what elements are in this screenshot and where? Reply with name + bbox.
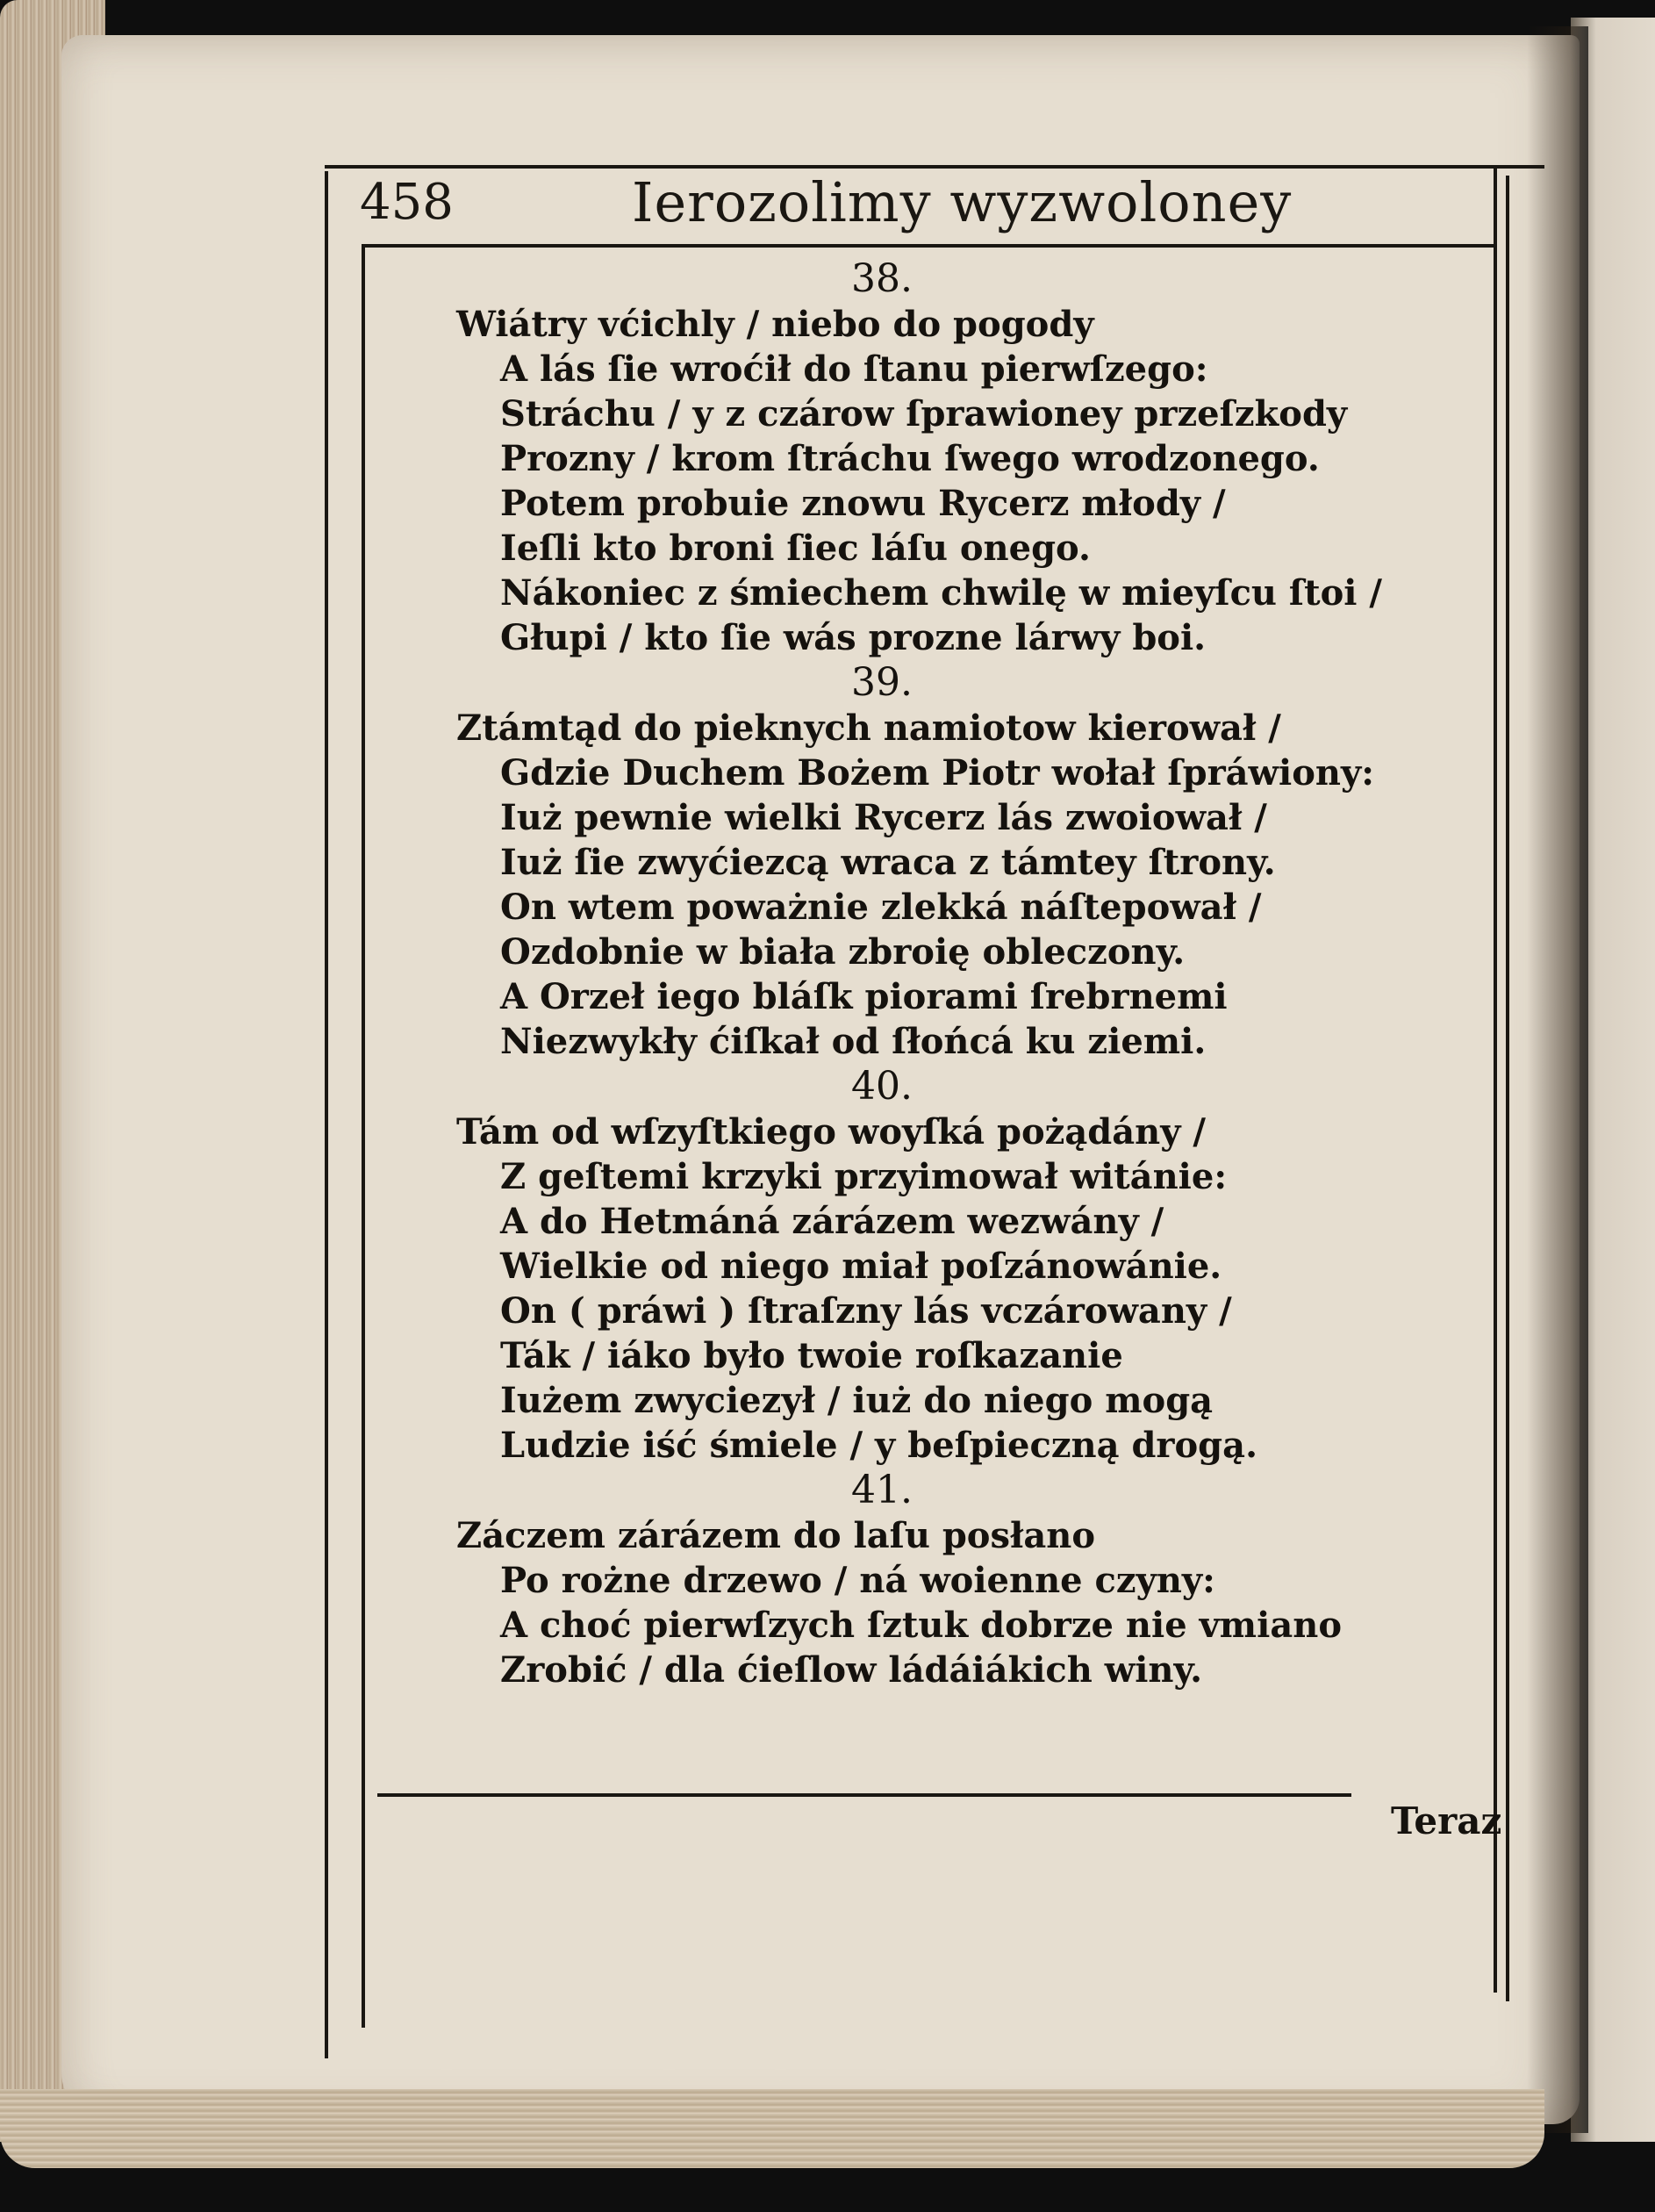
verse-line: Zrobić / dla ćieſlow ládáiákich winy.: [500, 1649, 1203, 1691]
verse-line: A lás ſie wroćił do ſtanu pierwſzego:: [500, 348, 1208, 390]
stanza-number: 39.: [851, 660, 913, 705]
verse-line: Záczem zárázem do laſu posłano: [456, 1515, 1096, 1556]
verse-line: Potem probuie znowu Rycerz młody /: [500, 483, 1226, 524]
verse-line: On wtem poważnie zlekká náſtepował /: [500, 887, 1262, 928]
stanza-number: 41.: [851, 1468, 913, 1512]
verse-line: Wiátry vćichly / niebo do pogody: [456, 304, 1094, 345]
frame-outer-right-rule: [1506, 176, 1509, 2001]
verse-line: A do Hetmáná zárázem wezwány /: [500, 1201, 1164, 1242]
verse-line: Nákoniec z śmiechem chwilę w mieyſcu ſtoi /: [500, 572, 1383, 614]
verse-line: Ozdobnie w biała zbroię obleczony.: [500, 931, 1186, 973]
verse-line: Niezwykły ćiſkał od ſłońcá ku ziemi.: [500, 1021, 1207, 1062]
stanza-number: 38.: [851, 256, 913, 301]
verse-line: Iużem zwyciezył / iuż do niego mogą: [500, 1380, 1214, 1421]
verse-line: Wielkie od niego miał poſzánowánie.: [500, 1246, 1222, 1287]
verse-line: Ták / iáko było twoie roſkazanie: [500, 1335, 1123, 1376]
frame-inner-right-rule: [1494, 167, 1497, 1993]
frame-inner-left-rule: [362, 246, 365, 2028]
verse-line: On ( práwi ) ſtraſzny lás vczárowany /: [500, 1290, 1232, 1332]
header-top-rule: [325, 165, 1544, 169]
verse-line: Głupi / kto ſie wás prozne lárwy boi.: [500, 617, 1207, 658]
page-stack-bottom: [0, 2089, 1544, 2168]
verse-line: Gdzie Duchem Bożem Piotr wołał ſpráwiony:: [500, 752, 1374, 794]
verse-line: Iuż pewnie wielki Rycerz lás zwoiował /: [500, 797, 1267, 838]
stanza: [456, 256, 1422, 660]
verse-line: Prozny / krom ſtráchu ſwego wrodzonego.: [500, 438, 1320, 479]
verse-line: Po rożne drzewo / ná woienne czyny:: [500, 1560, 1215, 1601]
poem-text-block: [456, 256, 1422, 1692]
verse-line: A Orzeł iego bláſk piorami ſrebrnemi: [500, 976, 1228, 1017]
footer-rule: [377, 1793, 1351, 1797]
verse-line: Ludzie iść śmiele / y beſpieczną drogą.: [500, 1425, 1257, 1466]
stanza: [456, 1064, 1422, 1468]
verse-line: Ieſli kto broni ſiec láſu onego.: [500, 528, 1091, 569]
verse-line: Stráchu / y z czárow ſprawioney przeſzkody: [500, 393, 1348, 434]
verse-line: Z geſtemi krzyki przyimował witánie:: [500, 1156, 1228, 1197]
catchword: Teraz: [1391, 1799, 1502, 1842]
frame-outer-left-rule: [325, 171, 328, 2058]
stanza: [456, 1468, 1422, 1692]
stanza-number: 40.: [851, 1064, 913, 1109]
verse-line: Ztámtąd do pieknych namiotow kierował /: [456, 707, 1281, 749]
page-number: 458: [360, 174, 454, 231]
header-bottom-rule: [362, 244, 1497, 248]
verse-line: A choć pierwſzych ſztuk dobrze nie vmiano: [500, 1605, 1343, 1646]
gutter-shadow: [1527, 26, 1588, 2133]
verse-line: Tám od wſzyſtkiego woyſká pożądány /: [456, 1111, 1207, 1153]
stanza: [456, 660, 1422, 1064]
verse-line: Iuż ſie zwyćiezcą wraca z támtey ſtrony.: [500, 842, 1276, 883]
running-head: Ierozolimy wyzwoloney: [632, 170, 1293, 234]
